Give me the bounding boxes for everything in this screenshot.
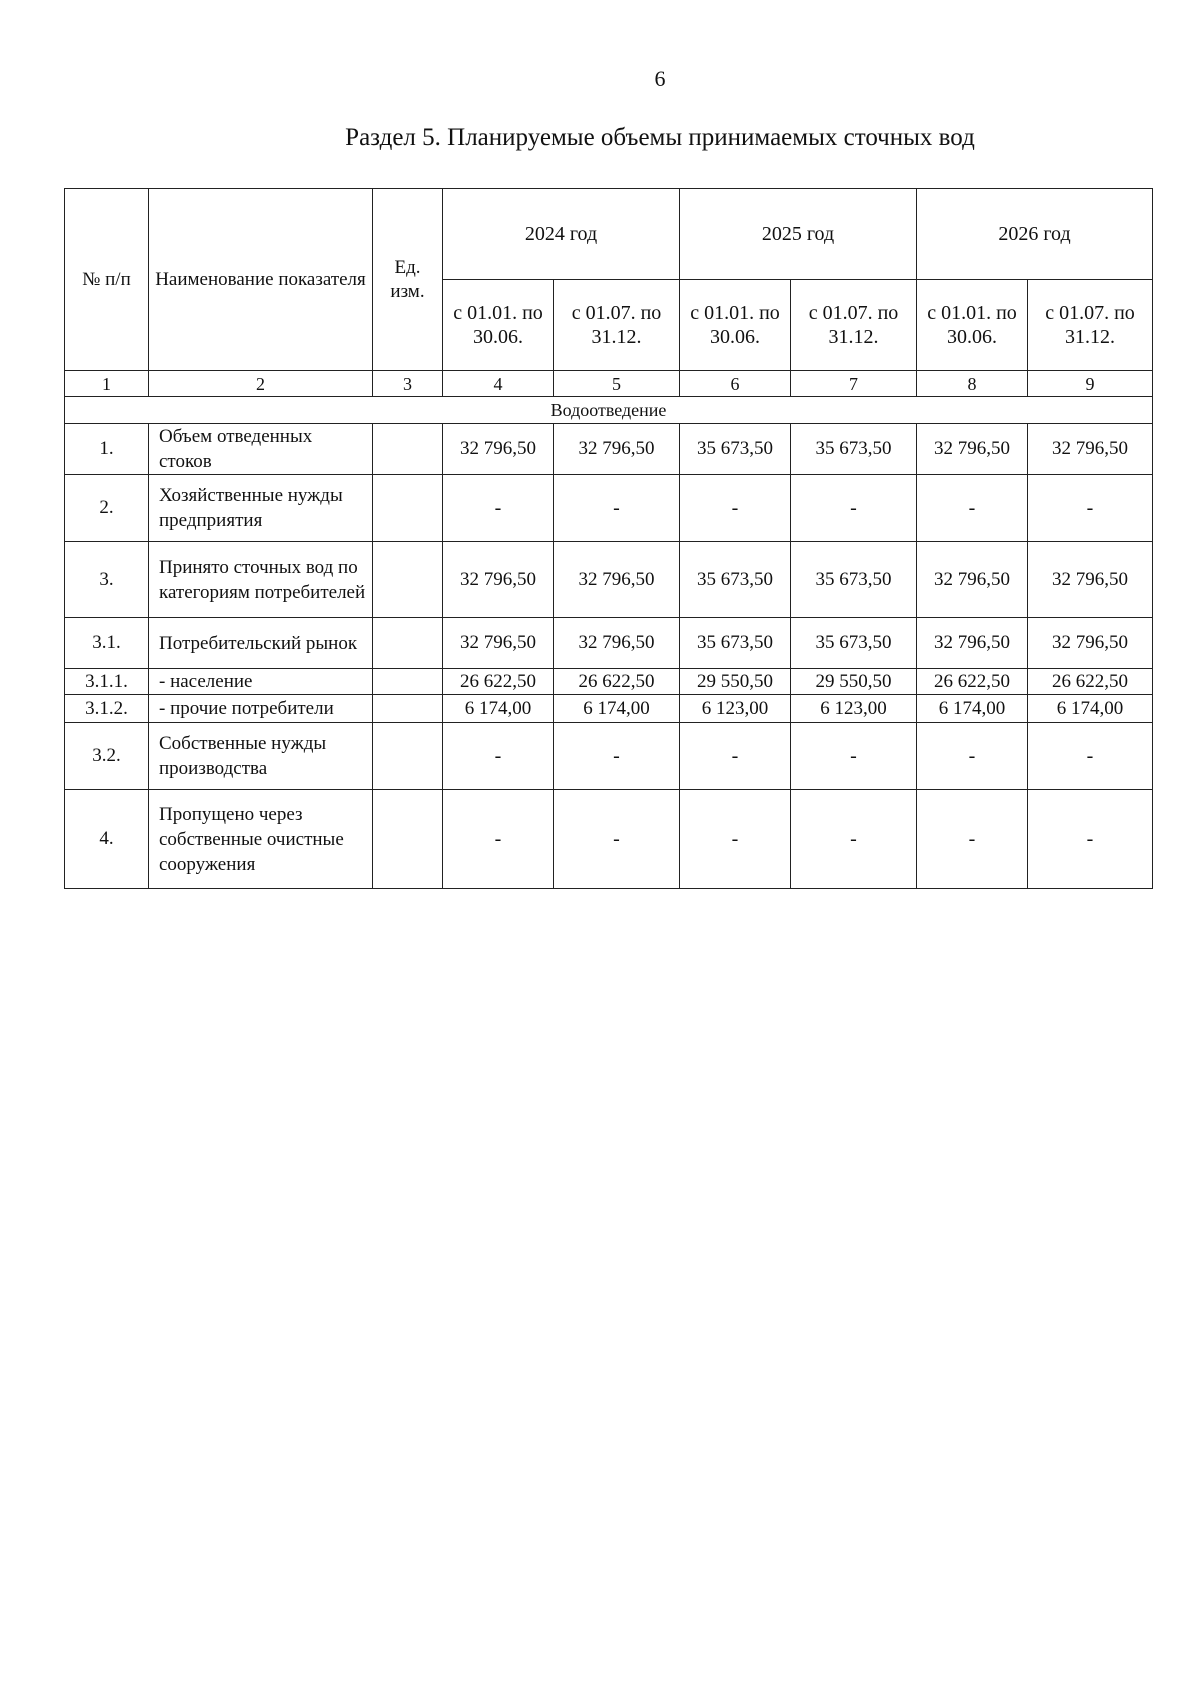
column-number: 3 <box>373 371 443 397</box>
cell-value: 35 673,50 <box>791 542 917 618</box>
row-unit <box>373 723 443 790</box>
header-period: с 01.01. по 30.06. <box>680 280 791 371</box>
header-year-2024: 2024 год <box>443 189 680 280</box>
cell-value: 32 796,50 <box>443 618 554 669</box>
cell-value: 35 673,50 <box>791 424 917 475</box>
cell-value: 32 796,50 <box>443 424 554 475</box>
row-name: Пропущено через собственные очистные сооружения <box>149 790 373 889</box>
cell-value: 32 796,50 <box>443 542 554 618</box>
row-unit <box>373 618 443 669</box>
cell-value: 29 550,50 <box>680 669 791 695</box>
row-unit <box>373 695 443 723</box>
row-name: Принято сточных вод по категориям потребителей <box>149 542 373 618</box>
row-unit <box>373 424 443 475</box>
cell-value: 26 622,50 <box>443 669 554 695</box>
cell-value: 6 174,00 <box>1028 695 1153 723</box>
cell-value: 6 174,00 <box>554 695 680 723</box>
header-name: Наименование показателя <box>149 189 373 371</box>
header-period: с 01.01. по 30.06. <box>917 280 1028 371</box>
row-number: 2. <box>65 475 149 542</box>
cell-value: - <box>917 790 1028 889</box>
cell-value: 26 622,50 <box>554 669 680 695</box>
cell-value: 35 673,50 <box>680 618 791 669</box>
column-number: 9 <box>1028 371 1153 397</box>
cell-value: 6 123,00 <box>791 695 917 723</box>
row-unit <box>373 790 443 889</box>
column-numbers-row <box>65 371 1153 397</box>
header-period: с 01.01. по 30.06. <box>443 280 554 371</box>
cell-value: - <box>443 790 554 889</box>
cell-value: - <box>443 475 554 542</box>
cell-value: 6 123,00 <box>680 695 791 723</box>
section-label: Водоотведение <box>65 397 1153 424</box>
column-number: 6 <box>680 371 791 397</box>
cell-value: 6 174,00 <box>917 695 1028 723</box>
header-period: с 01.07. по 31.12. <box>791 280 917 371</box>
planned-volumes-table <box>64 188 1153 889</box>
cell-value: - <box>917 723 1028 790</box>
cell-value: 32 796,50 <box>1028 618 1153 669</box>
column-number: 8 <box>917 371 1028 397</box>
table-row <box>65 542 1153 618</box>
row-name: - население <box>149 669 373 695</box>
table-row <box>65 424 1153 475</box>
column-number: 5 <box>554 371 680 397</box>
row-unit <box>373 475 443 542</box>
header-year-2025: 2025 год <box>680 189 917 280</box>
row-number: 1. <box>65 424 149 475</box>
row-name: Объем отведенных стоков <box>149 424 373 475</box>
cell-value: - <box>791 723 917 790</box>
row-number: 3. <box>65 542 149 618</box>
cell-value: 35 673,50 <box>680 542 791 618</box>
cell-value: 26 622,50 <box>1028 669 1153 695</box>
row-number: 3.2. <box>65 723 149 790</box>
table-row <box>65 723 1153 790</box>
cell-value: - <box>554 723 680 790</box>
column-number: 4 <box>443 371 554 397</box>
row-number: 4. <box>65 790 149 889</box>
table-row <box>65 790 1153 889</box>
section-title: Раздел 5. Планируемые объемы принимаемых сточных вод <box>345 124 975 151</box>
row-name: Хозяйственные нужды предприятия <box>149 475 373 542</box>
cell-value: 29 550,50 <box>791 669 917 695</box>
cell-value: 32 796,50 <box>554 618 680 669</box>
cell-value: - <box>680 475 791 542</box>
row-unit <box>373 669 443 695</box>
cell-value: - <box>554 475 680 542</box>
header-year-2026: 2026 год <box>917 189 1153 280</box>
row-name: Собственные нужды производства <box>149 723 373 790</box>
table-row <box>65 669 1153 695</box>
cell-value: 6 174,00 <box>443 695 554 723</box>
cell-value: - <box>680 790 791 889</box>
header-num: № п/п <box>65 189 149 371</box>
cell-value: 32 796,50 <box>917 618 1028 669</box>
cell-value: - <box>554 790 680 889</box>
cell-value: - <box>1028 723 1153 790</box>
cell-value: - <box>917 475 1028 542</box>
table-row <box>65 695 1153 723</box>
row-name: - прочие потребители <box>149 695 373 723</box>
header-unit: Ед. изм. <box>373 189 443 371</box>
cell-value: 32 796,50 <box>554 424 680 475</box>
cell-value: - <box>791 790 917 889</box>
cell-value: - <box>443 723 554 790</box>
cell-value: 32 796,50 <box>1028 424 1153 475</box>
header-period: с 01.07. по 31.12. <box>1028 280 1153 371</box>
cell-value: 26 622,50 <box>917 669 1028 695</box>
header-period: с 01.07. по 31.12. <box>554 280 680 371</box>
cell-value: - <box>1028 475 1153 542</box>
cell-value: 32 796,50 <box>917 424 1028 475</box>
table-row <box>65 475 1153 542</box>
cell-value: - <box>1028 790 1153 889</box>
row-number: 3.1. <box>65 618 149 669</box>
cell-value: 32 796,50 <box>554 542 680 618</box>
cell-value: - <box>791 475 917 542</box>
cell-value: 35 673,50 <box>680 424 791 475</box>
table-row <box>65 618 1153 669</box>
column-number: 1 <box>65 371 149 397</box>
row-number: 3.1.2. <box>65 695 149 723</box>
row-name: Потребительский рынок <box>149 618 373 669</box>
cell-value: 32 796,50 <box>1028 542 1153 618</box>
cell-value: - <box>680 723 791 790</box>
row-unit <box>373 542 443 618</box>
cell-value: 32 796,50 <box>917 542 1028 618</box>
row-number: 3.1.1. <box>65 669 149 695</box>
column-number: 7 <box>791 371 917 397</box>
cell-value: 35 673,50 <box>791 618 917 669</box>
page-number: 6 <box>654 66 666 91</box>
column-number: 2 <box>149 371 373 397</box>
